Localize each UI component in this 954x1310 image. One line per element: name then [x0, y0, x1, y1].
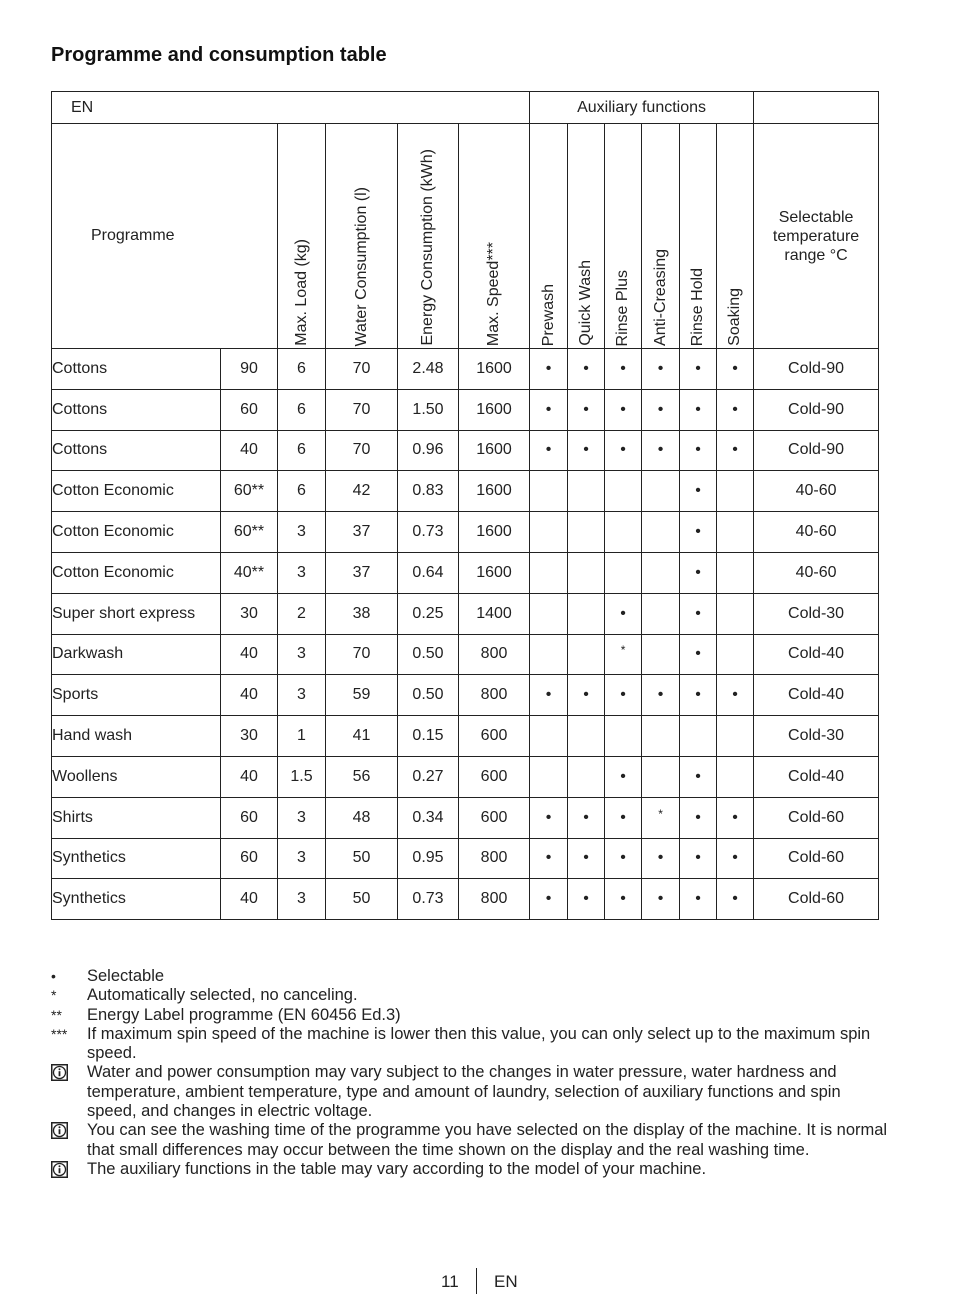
water-consumption: 59	[326, 675, 398, 716]
programme-header: Programme	[52, 124, 278, 349]
programme-name: Cotton Economic	[52, 552, 221, 593]
water-consumption: 56	[326, 756, 398, 797]
anti-creasing-mark: •	[642, 430, 680, 471]
temp-range: 40-60	[754, 552, 879, 593]
rinse-plus-mark: •	[605, 838, 642, 879]
anti-creasing-mark: *	[642, 793, 680, 834]
prewash-mark	[530, 512, 568, 553]
max-load: 6	[278, 471, 326, 512]
rinse-plus-mark: •	[605, 879, 642, 920]
water-header	[326, 124, 398, 349]
temp-range: 40-60	[754, 471, 879, 512]
page-footer	[0, 1268, 954, 1296]
table-row	[52, 675, 879, 716]
page-title: Programme and consumption table	[51, 44, 387, 66]
programme-temp: 60	[221, 838, 278, 879]
quick-wash-mark: •	[568, 797, 605, 838]
max-speed: 800	[459, 879, 530, 920]
programme-temp: 90	[221, 349, 278, 390]
prewash-mark: •	[530, 797, 568, 838]
anti-creasing-mark	[642, 756, 680, 797]
prewash-mark: •	[530, 389, 568, 430]
speed-header	[459, 124, 530, 349]
footnote-marker: ***	[51, 1025, 68, 1042]
max-load: 6	[278, 389, 326, 430]
soaking-mark: •	[717, 430, 754, 471]
footnote-text: Automatically selected, no canceling.	[87, 986, 358, 1005]
quick-wash-mark: •	[568, 879, 605, 920]
temp-range: Cold-40	[754, 756, 879, 797]
rinse-plus-mark	[605, 471, 642, 512]
soaking-mark	[717, 471, 754, 512]
prewash-mark: •	[530, 349, 568, 390]
anti-creasing-mark: •	[642, 675, 680, 716]
programme-temp: 40**	[221, 552, 278, 593]
max-load: 3	[278, 838, 326, 879]
programme-temp: 40	[221, 675, 278, 716]
energy-consumption: 0.96	[398, 430, 459, 471]
programme-name: Cottons	[52, 430, 221, 471]
quick-wash-mark	[568, 716, 605, 757]
temp-range: Cold-90	[754, 349, 879, 390]
water-consumption: 48	[326, 797, 398, 838]
rinse-hold-mark: •	[680, 797, 717, 838]
prewash-mark: •	[530, 430, 568, 471]
rinse-hold-mark: •	[680, 349, 717, 390]
quick-wash-mark	[568, 634, 605, 675]
programme-name: Cotton Economic	[52, 512, 221, 553]
rinse-hold-mark: •	[680, 552, 717, 593]
table-row	[52, 389, 879, 430]
quick-wash-mark: •	[568, 838, 605, 879]
water-consumption: 70	[326, 430, 398, 471]
max-speed: 600	[459, 716, 530, 757]
water-consumption: 37	[326, 552, 398, 593]
prewash-mark	[530, 716, 568, 757]
max-speed: 1600	[459, 349, 530, 390]
footnote-marker: **	[51, 1006, 62, 1023]
footnote-marker: •	[51, 968, 56, 984]
anti-creasing-mark	[642, 634, 680, 675]
water-consumption: 38	[326, 593, 398, 634]
water-consumption: 42	[326, 471, 398, 512]
soaking-mark: •	[717, 389, 754, 430]
lang-label: EN	[52, 92, 530, 124]
energy-consumption: 0.34	[398, 797, 459, 838]
quick-wash-mark: •	[568, 349, 605, 390]
prewash-mark	[530, 552, 568, 593]
temp-range: Cold-90	[754, 389, 879, 430]
rinse-plus-mark	[605, 716, 642, 757]
footnote-text: You can see the washing time of the programme you have selected on the display of the machine. It is normal that small differences may occur between the time shown on the display and the real washing time.	[87, 1121, 888, 1159]
max-load: 1	[278, 716, 326, 757]
info-icon	[51, 1063, 87, 1121]
quick-wash-header-text: Quick Wash	[577, 260, 595, 346]
rinse-hold-mark	[680, 716, 717, 757]
temp-range: Cold-60	[754, 797, 879, 838]
temp-range: Cold-40	[754, 634, 879, 675]
temp-range: Cold-60	[754, 879, 879, 920]
max-load-header-text: Max. Load (kg)	[292, 239, 310, 346]
anti-creasing-mark: •	[642, 389, 680, 430]
footnote	[51, 1063, 891, 1121]
max-speed: 600	[459, 756, 530, 797]
footer-divider	[476, 1268, 477, 1294]
water-consumption: 70	[326, 634, 398, 675]
programme-temp: 60**	[221, 471, 278, 512]
programme-table	[51, 91, 879, 920]
programme-temp: 40	[221, 634, 278, 675]
prewash-mark	[530, 634, 568, 675]
energy-consumption: 2.48	[398, 349, 459, 390]
quick-wash-mark	[568, 512, 605, 553]
energy-consumption: 0.83	[398, 471, 459, 512]
rinse-plus-mark: •	[605, 349, 642, 390]
anti-creasing-mark	[642, 593, 680, 634]
water-header-text: Water Consumption (l)	[352, 186, 370, 346]
max-load: 3	[278, 675, 326, 716]
max-speed: 1600	[459, 552, 530, 593]
page-number: 11	[441, 1272, 459, 1291]
rinse-hold-mark: •	[680, 675, 717, 716]
max-load: 3	[278, 552, 326, 593]
footnote-text: Energy Label programme (EN 60456 Ed.3)	[87, 1005, 401, 1024]
programme-name: Darkwash	[52, 634, 221, 675]
footnote	[51, 1025, 891, 1064]
quick-wash-mark	[568, 552, 605, 593]
table-row	[52, 552, 879, 593]
footnote-text: Selectable	[87, 967, 165, 985]
rinse-plus-mark: •	[605, 675, 642, 716]
max-speed: 800	[459, 838, 530, 879]
rinse-hold-mark: •	[680, 634, 717, 675]
rinse-hold-mark: •	[680, 756, 717, 797]
programme-temp: 40	[221, 430, 278, 471]
max-speed: 1600	[459, 512, 530, 553]
footer-lang: EN	[494, 1272, 518, 1291]
energy-consumption: 0.64	[398, 552, 459, 593]
anti-creasing-mark	[642, 512, 680, 553]
programme-temp: 60**	[221, 512, 278, 553]
soaking-mark	[717, 512, 754, 553]
programme-name: Sports	[52, 675, 221, 716]
rinse-plus-mark	[605, 512, 642, 553]
water-consumption: 50	[326, 879, 398, 920]
prewash-mark	[530, 471, 568, 512]
max-load: 1.5	[278, 756, 326, 797]
prewash-mark: •	[530, 879, 568, 920]
rinse-plus-header	[605, 124, 642, 349]
energy-consumption: 0.73	[398, 879, 459, 920]
soaking-mark: •	[717, 879, 754, 920]
max-speed: 600	[459, 797, 530, 838]
footnote	[51, 967, 891, 986]
soaking-mark	[717, 756, 754, 797]
quick-wash-mark	[568, 471, 605, 512]
soaking-mark: •	[717, 675, 754, 716]
rinse-plus-mark: •	[605, 797, 642, 838]
programme-temp: 30	[221, 716, 278, 757]
energy-consumption: 1.50	[398, 389, 459, 430]
soaking-header	[717, 124, 754, 349]
footnotes	[51, 967, 891, 1183]
programme-name: Woollens	[52, 756, 221, 797]
prewash-header-text: Prewash	[539, 283, 557, 346]
max-load: 6	[278, 430, 326, 471]
temp-range-header: Selectable temperature range °C	[754, 124, 879, 349]
prewash-mark	[530, 593, 568, 634]
info-icon	[51, 1121, 87, 1160]
max-load: 3	[278, 797, 326, 838]
table-row	[52, 349, 879, 390]
energy-header	[398, 124, 459, 349]
energy-consumption: 0.50	[398, 675, 459, 716]
quick-wash-mark	[568, 593, 605, 634]
programme-name: Super short express	[52, 593, 221, 634]
energy-consumption: 0.73	[398, 512, 459, 553]
programme-name: Hand wash	[52, 716, 221, 757]
temp-range: Cold-60	[754, 838, 879, 879]
footnote	[51, 986, 891, 1005]
table-row	[52, 716, 879, 757]
programme-name: Shirts	[52, 797, 221, 838]
energy-consumption: 0.27	[398, 756, 459, 797]
rinse-hold-mark: •	[680, 430, 717, 471]
quick-wash-header	[568, 124, 605, 349]
energy-consumption: 0.25	[398, 593, 459, 634]
rinse-hold-mark: •	[680, 593, 717, 634]
programme-name: Synthetics	[52, 879, 221, 920]
anti-creasing-mark: •	[642, 838, 680, 879]
rinse-plus-header-text: Rinse Plus	[614, 269, 632, 346]
quick-wash-mark	[568, 756, 605, 797]
energy-consumption: 0.15	[398, 716, 459, 757]
rinse-hold-mark: •	[680, 471, 717, 512]
aux-functions-header: Auxiliary functions	[530, 92, 754, 124]
energy-consumption: 0.50	[398, 634, 459, 675]
rinse-hold-mark: •	[680, 389, 717, 430]
programme-temp: 40	[221, 879, 278, 920]
soaking-mark: •	[717, 838, 754, 879]
max-load: 3	[278, 634, 326, 675]
table-row	[52, 593, 879, 634]
programme-temp: 60	[221, 797, 278, 838]
max-speed: 1600	[459, 430, 530, 471]
anti-creasing-header	[642, 124, 680, 349]
soaking-mark	[717, 593, 754, 634]
water-consumption: 70	[326, 349, 398, 390]
table-row	[52, 879, 879, 920]
table-row	[52, 512, 879, 553]
prewash-mark: •	[530, 838, 568, 879]
quick-wash-mark: •	[568, 430, 605, 471]
table-row	[52, 756, 879, 797]
footnote	[51, 1160, 891, 1183]
prewash-mark	[530, 756, 568, 797]
temp-range: Cold-40	[754, 675, 879, 716]
energy-consumption: 0.95	[398, 838, 459, 879]
rinse-hold-header	[680, 124, 717, 349]
anti-creasing-mark	[642, 716, 680, 757]
speed-header-text: Max. Speed***	[485, 241, 503, 346]
programme-temp: 40	[221, 756, 278, 797]
rinse-plus-mark: •	[605, 593, 642, 634]
rinse-plus-mark: •	[605, 756, 642, 797]
programme-name: Cottons	[52, 389, 221, 430]
soaking-mark	[717, 716, 754, 757]
prewash-header	[530, 124, 568, 349]
water-consumption: 41	[326, 716, 398, 757]
rinse-hold-mark: •	[680, 512, 717, 553]
prewash-mark: •	[530, 675, 568, 716]
soaking-mark	[717, 634, 754, 675]
soaking-mark	[717, 552, 754, 593]
footnote-marker: *	[51, 987, 57, 1004]
programme-temp: 30	[221, 593, 278, 634]
water-consumption: 50	[326, 838, 398, 879]
programme-name: Cottons	[52, 349, 221, 390]
quick-wash-mark: •	[568, 389, 605, 430]
anti-creasing-mark	[642, 552, 680, 593]
water-consumption: 70	[326, 389, 398, 430]
temp-range: 40-60	[754, 512, 879, 553]
max-speed: 800	[459, 675, 530, 716]
footnote-text: Water and power consumption may vary subject to the changes in water pressure, water hardness and temperature, ambient temperature, type and amount of laundry, selection of auxiliary functions and spin speed, and changes in electric voltage.	[87, 1063, 841, 1121]
energy-header-text: Energy Consumption (kWh)	[419, 149, 436, 346]
temp-range: Cold-90	[754, 430, 879, 471]
programme-name: Synthetics	[52, 838, 221, 879]
max-speed: 1600	[459, 389, 530, 430]
rinse-hold-mark: •	[680, 879, 717, 920]
temp-range: Cold-30	[754, 716, 879, 757]
max-load: 3	[278, 512, 326, 553]
programme-temp: 60	[221, 389, 278, 430]
rinse-plus-mark: *	[605, 630, 642, 671]
max-load: 3	[278, 879, 326, 920]
rinse-plus-mark	[605, 552, 642, 593]
footnote-text: If maximum spin speed of the machine is lower then this value, you can only select up to the maximum spin speed.	[87, 1024, 871, 1063]
rinse-plus-mark: •	[605, 389, 642, 430]
max-load: 6	[278, 349, 326, 390]
anti-creasing-header-text: Anti-Creasing	[651, 249, 669, 346]
max-load-header	[278, 124, 326, 349]
soaking-mark: •	[717, 797, 754, 838]
rinse-hold-mark: •	[680, 838, 717, 879]
anti-creasing-mark: •	[642, 879, 680, 920]
soaking-header-text: Soaking	[726, 288, 744, 346]
anti-creasing-mark: •	[642, 349, 680, 390]
quick-wash-mark: •	[568, 675, 605, 716]
empty-header-cell	[754, 92, 879, 124]
temp-range: Cold-30	[754, 593, 879, 634]
footnote-text: The auxiliary functions in the table may vary according to the model of your machine.	[87, 1159, 707, 1178]
table-row	[52, 797, 879, 838]
rinse-plus-mark: •	[605, 430, 642, 471]
water-consumption: 37	[326, 512, 398, 553]
max-speed: 800	[459, 634, 530, 675]
anti-creasing-mark	[642, 471, 680, 512]
soaking-mark: •	[717, 349, 754, 390]
max-load: 2	[278, 593, 326, 634]
max-speed: 1400	[459, 593, 530, 634]
table-row	[52, 471, 879, 512]
table-row	[52, 634, 879, 675]
rinse-hold-header-text: Rinse Hold	[689, 267, 707, 346]
table-row	[52, 430, 879, 471]
max-speed: 1600	[459, 471, 530, 512]
table-row	[52, 838, 879, 879]
footnote	[51, 1121, 891, 1160]
programme-name: Cotton Economic	[52, 471, 221, 512]
footnote	[51, 1006, 891, 1025]
info-icon	[51, 1160, 87, 1183]
